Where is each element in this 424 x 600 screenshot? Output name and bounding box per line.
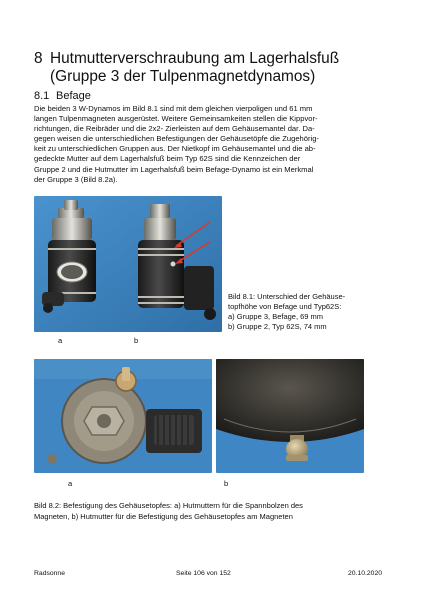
- paragraph-line: Gruppe 2 und die Hutmutter im Lagerhalsfuß beim Befage-Dynamo ist ein Merkmal: [34, 164, 314, 174]
- figure-8-1-label-a: a: [58, 336, 63, 345]
- chapter-title-line1: Hutmutterverschraubung am Lagerhalsfuß: [50, 50, 340, 67]
- paragraph-line: der Gruppe 3 (Bild 8.2a).: [34, 174, 118, 184]
- caption-line: topfhöhe von Befage und Typ62S:: [228, 302, 342, 311]
- footer-date: 20.10.2020: [348, 570, 383, 577]
- figure-8-1-photo: [34, 196, 222, 332]
- caption-line: Bild 8.2: Befestigung des Gehäusetopfes: a) Hutmuttern für die Spannbolzen des: [34, 501, 303, 510]
- footer-page-number: Seite 106 von 152: [176, 570, 231, 577]
- footer-left: Radsonne: [34, 570, 65, 577]
- paragraph-line: gegen weisen die unterschiedlichen Befestigungen der Gehäusetöpfe die Zugehörig-: [34, 134, 319, 144]
- paragraph-line: gedeckte Mutter auf dem Lagerhalsfuß beim Typ 62S sind die Kennzeichen der: [34, 154, 301, 164]
- caption-line: Magneten, b) Hutmutter für die Befestigung des Gehäusetopfes am Magneten: [34, 511, 293, 521]
- section-number: 8.1: [34, 90, 50, 102]
- figure-8-2-label-a: a: [68, 479, 73, 488]
- body-paragraph: [34, 104, 388, 185]
- figure-8-2b-photo: [216, 359, 364, 473]
- paragraph-line: langen Tulpenmagneten ausgerüstet. Weitere Gemeinsamkeiten stellen die Kippvor-: [34, 114, 318, 124]
- figure-8-2-caption: [34, 501, 394, 522]
- caption-line: a) Gruppe 3, Befage, 69 mm: [228, 312, 324, 321]
- paragraph-line: keit zu unterschiedlichen Gruppen aus. Der Nietkopf im Gehäusemantel und die ab-: [34, 144, 316, 154]
- chapter-heading: [34, 50, 394, 86]
- figure-8-1-caption: [228, 292, 398, 332]
- figure-8-2a-photo: [34, 359, 212, 473]
- chapter-title-line2: (Gruppe 3 der Tulpenmagnetdynamos): [50, 68, 316, 85]
- section-heading: [34, 90, 91, 102]
- figure-8-1-label-b: b: [134, 336, 139, 345]
- figure-8-2-label-b: b: [224, 479, 229, 488]
- caption-line: b) Gruppe 2, Typ 62S, 74 mm: [228, 322, 327, 331]
- chapter-number: 8: [34, 50, 43, 67]
- paragraph-line: Die beiden 3 W-Dynamos im Bild 8.1 sind mit dem gleichen vierpoligen und 61 mm: [34, 104, 313, 113]
- caption-line: Bild 8.1: Unterschied der Gehäuse-: [228, 292, 346, 301]
- section-title: Befage: [56, 90, 91, 102]
- paragraph-line: richtungen, die Reibräder und die 2x2- Zierleisten auf dem Gehäusemantel dar. Da-: [34, 124, 315, 134]
